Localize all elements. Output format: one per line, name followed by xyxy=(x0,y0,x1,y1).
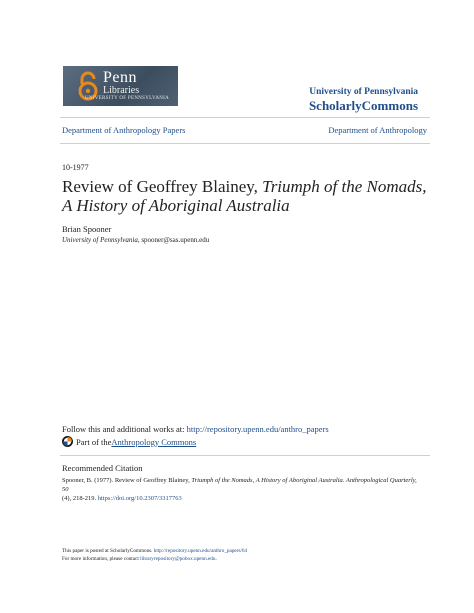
repository-name[interactable]: ScholarlyCommons xyxy=(308,98,418,113)
citation-text xyxy=(62,476,422,503)
citation-divider xyxy=(60,455,430,456)
part-of-prefix: Part of the xyxy=(76,436,112,447)
publication-date: 10-1977 xyxy=(62,163,89,172)
logo-word-libraries: Libraries xyxy=(103,85,140,96)
author-email: , spooner@sas.upenn.edu xyxy=(137,236,210,244)
university-name[interactable]: University of Pennsylvania xyxy=(309,87,418,97)
citation-italic: Triumph of the Nomads, A History of Aboriginal Australia. Anthropological Quarterly, 50 xyxy=(62,477,417,493)
nav-link-anthro-dept[interactable]: Department of Anthropology xyxy=(328,125,427,135)
citation-plain: Spooner, B. (1977). Review of Geoffrey Blainey, xyxy=(62,477,192,484)
logo-subtitle: UNIVERSITY OF PENNSYLVANIA xyxy=(85,96,170,101)
title-italic-1: Triumph of the Nomads, xyxy=(262,177,427,196)
posted-url-link[interactable]: http://repository.upenn.edu/anthro_papers/64 xyxy=(153,548,248,554)
contact-line xyxy=(62,556,217,563)
follow-prefix: Follow this and additional works at: xyxy=(62,424,187,434)
doi-link[interactable]: https://doi.org/10.2307/3317763 xyxy=(97,495,182,502)
citation-heading: Recommended Citation xyxy=(62,463,143,473)
citation-issue: (4), 218-219. xyxy=(62,495,98,502)
article-title xyxy=(62,177,442,215)
affiliation-name: University of Pennsylvania xyxy=(62,236,138,244)
contact-suffix: . xyxy=(215,556,217,562)
posted-prefix: This paper is posted at ScholarlyCommons. xyxy=(62,548,154,554)
part-of-line xyxy=(62,436,196,447)
author-name: Brian Spooner xyxy=(62,224,112,234)
follow-line xyxy=(62,424,329,434)
anthropology-commons-link[interactable]: Anthropology Commons xyxy=(111,436,197,447)
nav-link-anthro-papers[interactable]: Department of Anthropology Papers xyxy=(62,125,186,135)
follow-url-link[interactable]: http://repository.upenn.edu/anthro_papers xyxy=(186,424,329,434)
contact-prefix: For more information, please contact xyxy=(62,556,141,562)
logo-word-penn: Penn xyxy=(103,69,137,86)
author-affiliation xyxy=(62,236,209,244)
network-commons-icon xyxy=(62,436,73,447)
title-plain: Review of Geoffrey Blainey, xyxy=(62,177,263,196)
penn-libraries-logo[interactable] xyxy=(63,66,178,106)
contact-email-link[interactable]: libraryrepository@pobox.upenn.edu xyxy=(140,556,216,562)
title-italic-2: A History of Aboriginal Australia xyxy=(62,196,290,215)
nav-divider xyxy=(60,143,430,144)
posted-line xyxy=(62,548,247,555)
header-divider xyxy=(60,117,430,118)
